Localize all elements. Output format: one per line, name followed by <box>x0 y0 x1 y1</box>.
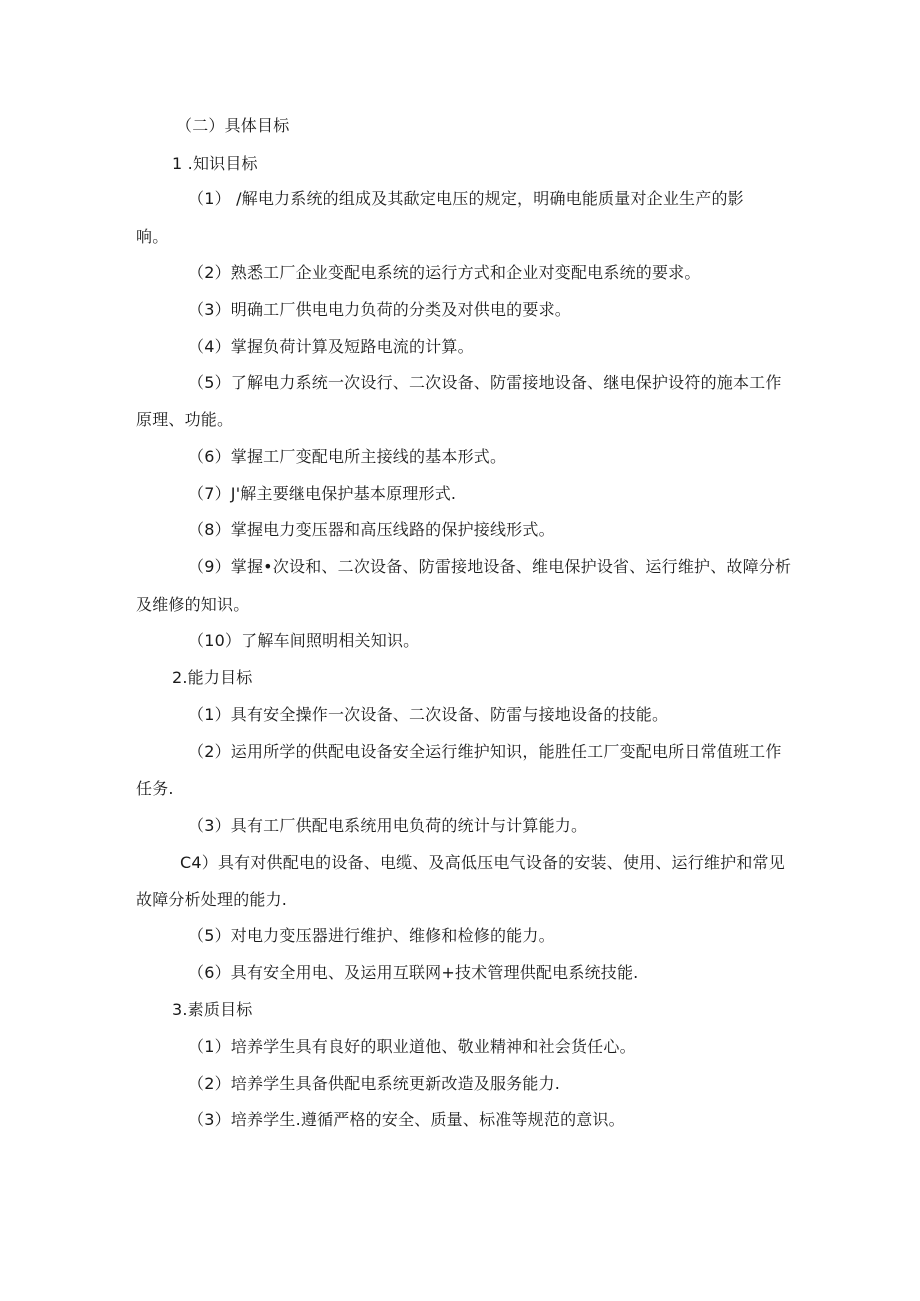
knowledge-item-6: （6）掌握工厂变配电所主接线的基本形式。 <box>188 447 507 466</box>
knowledge-item-10: （10）了解车间照明相关知识。 <box>188 631 420 650</box>
knowledge-item-1: （1） /解电力系统的组成及其歃定电压的规定，明确电能质量对企业生产的影 <box>188 189 744 208</box>
section-heading-specific-goals: （二）具体目标 <box>176 116 290 135</box>
quality-item-3: （3）培养学生.遵循严格的安全、质量、标准等规范的意识。 <box>188 1110 625 1129</box>
knowledge-item-4: （4）掌握负荷计算及短路电流的计算。 <box>188 337 474 356</box>
ability-item-2-cont: 任务. <box>136 779 174 798</box>
knowledge-item-7: （7）J'解主要继电保护基本原理形式. <box>188 484 457 503</box>
ability-item-5: （5）对电力变压器进行维护、维修和检修的能力。 <box>188 926 555 945</box>
subheading-quality-goals: 3.素质目标 <box>172 1000 253 1019</box>
knowledge-item-5: （5）了解电力系统一次设行、二次设备、防雷接地设备、继电保护设符的施本工作 <box>188 373 782 392</box>
ability-item-2: （2）运用所学的供配电设备安全运行维护知识，能胜任工厂变配电所日常值班工作 <box>188 742 782 761</box>
knowledge-item-8: （8）掌握电力变压器和高压线路的保护接线形式。 <box>188 520 555 539</box>
knowledge-item-2: （2）熟悉工厂企业变配电系统的运行方式和企业对变配电系统的要求。 <box>188 263 701 282</box>
knowledge-item-9-cont: 及维修的知识。 <box>136 595 250 614</box>
ability-item-1: （1）具有安全操作一次设备、二次设备、防雷与接地设备的技能。 <box>188 705 669 724</box>
subheading-knowledge-goals: 1 .知识目标 <box>172 154 258 173</box>
knowledge-item-3: （3）明确工厂供电电力负荷的分类及对供电的要求。 <box>188 300 571 319</box>
ability-item-6: （6）具有安全用电、及运用互联网+技术管理供配电系统技能. <box>188 963 639 982</box>
quality-item-2: （2）培养学生具备供配电系统更新改造及服务能力. <box>188 1074 561 1093</box>
knowledge-item-1-cont: 响。 <box>136 227 169 246</box>
subheading-ability-goals: 2.能力目标 <box>172 668 253 687</box>
knowledge-item-9: （9）掌握•次设和、二次设备、防雷接地设备、维电保护设省、运行维护、故障分析 <box>188 557 792 576</box>
ability-item-4: C4）具有对供配电的设备、电缆、及高低压电气设备的安装、使用、运行维护和常见 <box>180 853 785 872</box>
ability-item-3: （3）具有工厂供配电系统用电负荷的统计与计算能力。 <box>188 816 588 835</box>
knowledge-item-5-cont: 原理、功能。 <box>136 410 234 429</box>
quality-item-1: （1）培养学生具有良好的职业道他、敬业精神和社会货任心。 <box>188 1037 636 1056</box>
ability-item-4-cont: 故障分析处理的能力. <box>136 890 288 909</box>
